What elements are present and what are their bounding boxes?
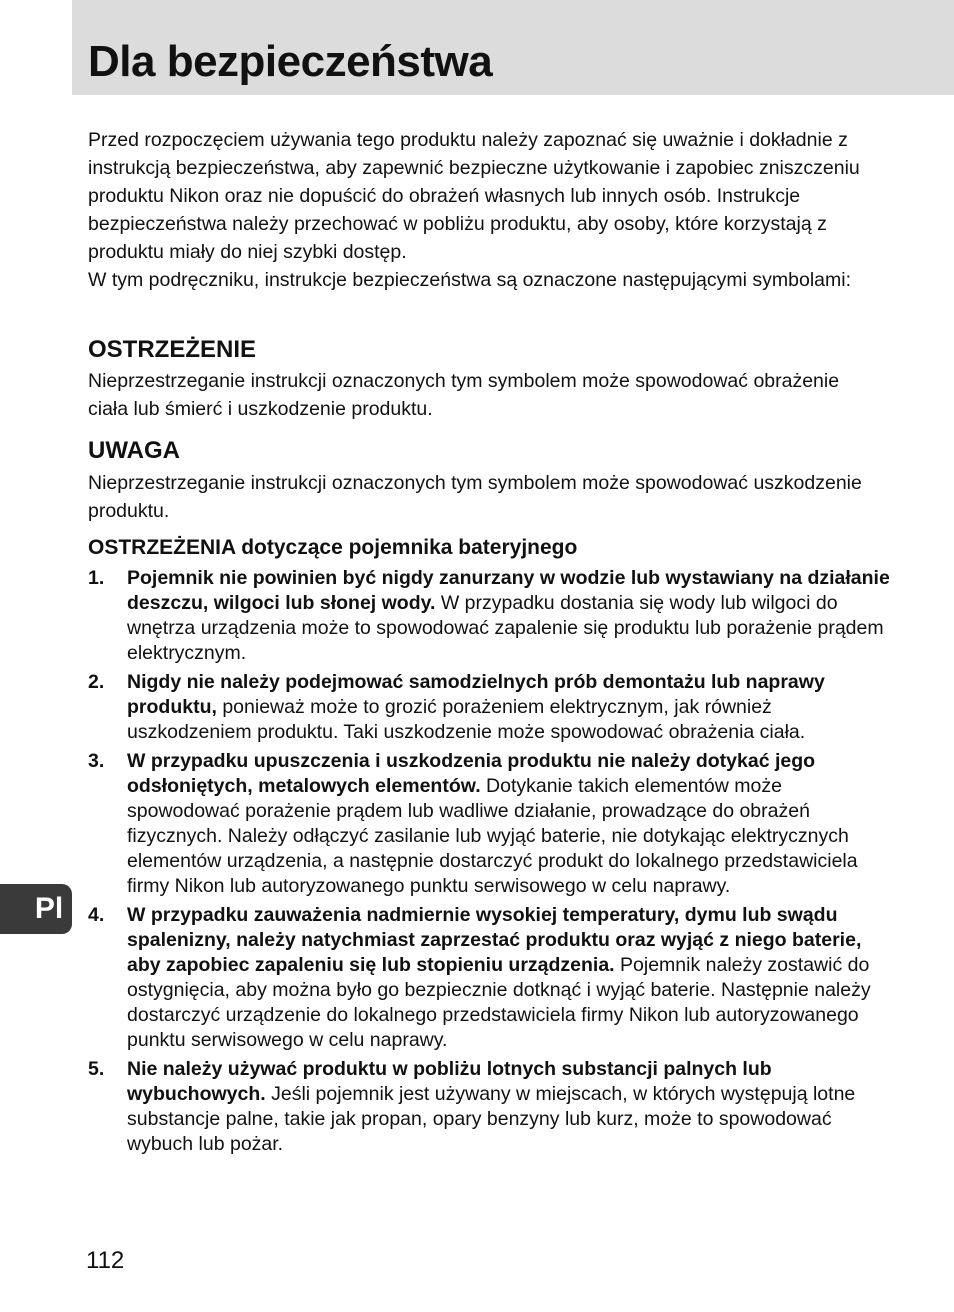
list-item-bold: W przypadku upuszczenia i uszkodzenia produktu nie należy dotykać jego odsłoniętych, metalowych elementów.	[127, 750, 816, 797]
page-number: 112	[86, 1247, 125, 1274]
list-item-text: Pojemnik należy zostawić do ostygnięcia, aby można było go bezpiecznie dotknąć i wyjąć baterie. Następnie należy dostarczyć urządzenie do lokalnego przedstawiciela firmy Nikon lub autoryzowanego punktu serwisowego w celu naprawy.	[127, 954, 871, 1051]
list-item-bold: Pojemnik nie powinien być nigdy zanurzany w wodzie lub wystawiany na działanie deszczu, wilgoci lub słonej wody.	[127, 567, 890, 614]
list-item-number: 5.	[88, 1058, 105, 1080]
language-tab: Pl	[0, 884, 72, 934]
battery-warnings-heading: OSTRZEŻENIA dotyczące pojemnika bateryjnego	[88, 536, 578, 559]
list-item	[88, 1057, 898, 1157]
page-title: Dla bezpieczeństwa	[88, 37, 493, 86]
list-item-number: 2.	[88, 671, 105, 693]
list-item-bold: W przypadku zauważenia nadmiernie wysokiej temperatury, dymu lub swądu spalenizny, należy natychmiast zaprzestać produktu oraz wyjąć z niego baterie, aby zapobiec zapaleniu się lub stopieniu urządzenia.	[127, 904, 862, 976]
list-item-text: Dotykanie takich elementów może spowodować porażenie prądem lub wadliwe działanie, prowadzące do obrażeń fizycznych. Należy odłączyć zasilanie lub wyjąć baterie, nie dotykając elektrycznych elementów urządzenia, a następnie dostarczyć produkt do lokalnego przedstawiciela firmy Nikon lub autoryzowanego punktu serwisowego w celu naprawy.	[127, 775, 858, 897]
list-item-number: 3.	[88, 750, 105, 772]
list-item	[88, 903, 898, 1053]
list-item-bold: Nie należy używać produktu w pobliżu lotnych substancji palnych lub wybuchowych.	[127, 1058, 772, 1105]
list-item-bold: Nigdy nie należy podejmować samodzielnych prób demontażu lub naprawy produktu,	[127, 671, 825, 718]
list-item-number: 1.	[88, 567, 105, 589]
list-item-number: 4.	[88, 904, 105, 926]
list-item	[88, 670, 898, 745]
list-item	[88, 749, 898, 899]
list-item-text: Jeśli pojemnik jest używany w miejscach, w których występują lotne substancje palne, takie jak propan, opary benzyny lub kurz, może to spowodować wybuch lub pożar.	[127, 1083, 856, 1155]
battery-warnings-list	[88, 566, 898, 1161]
caution-heading: UWAGA	[88, 437, 180, 464]
intro-paragraph-1: Przed rozpoczęciem używania tego produktu należy zapoznać się uważnie i dokładnie z instrukcją bezpieczeństwa, aby zapewnić bezpieczne użytkowanie i zapobiec zniszczeniu produktu Nikon oraz nie dopuścić do obrażeń własnych lub innych osób. Instrukcje bezpieczeństwa należy przechować w pobliżu produktu, aby osoby, które korzystają z produktu miały do niej szybki dostęp.	[88, 129, 860, 263]
caution-text: Nieprzestrzeganie instrukcji oznaczonych tym symbolem może spowodować uszkodzenie produktu.	[88, 472, 862, 522]
list-item-text: W przypadku dostania się wody lub wilgoci do wnętrza urządzenia może to spowodować zapalenie się produktu lub porażenie prądem elektrycznym.	[127, 592, 884, 664]
intro-paragraph-2: W tym podręczniku, instrukcje bezpieczeństwa są oznaczone następującymi symbolami:	[88, 269, 851, 291]
list-item	[88, 566, 898, 666]
list-item-text: ponieważ może to grozić porażeniem elektrycznym, jak również uszkodzeniem produktu. Taki uszkodzenie może spowodować obrażenia ciała.	[127, 696, 806, 743]
warning-text: Nieprzestrzeganie instrukcji oznaczonych tym symbolem może spowodować obrażenie ciała lub śmierć i uszkodzenie produktu.	[88, 370, 840, 420]
warning-heading: OSTRZEŻENIE	[88, 336, 257, 363]
intro-block	[88, 126, 898, 294]
